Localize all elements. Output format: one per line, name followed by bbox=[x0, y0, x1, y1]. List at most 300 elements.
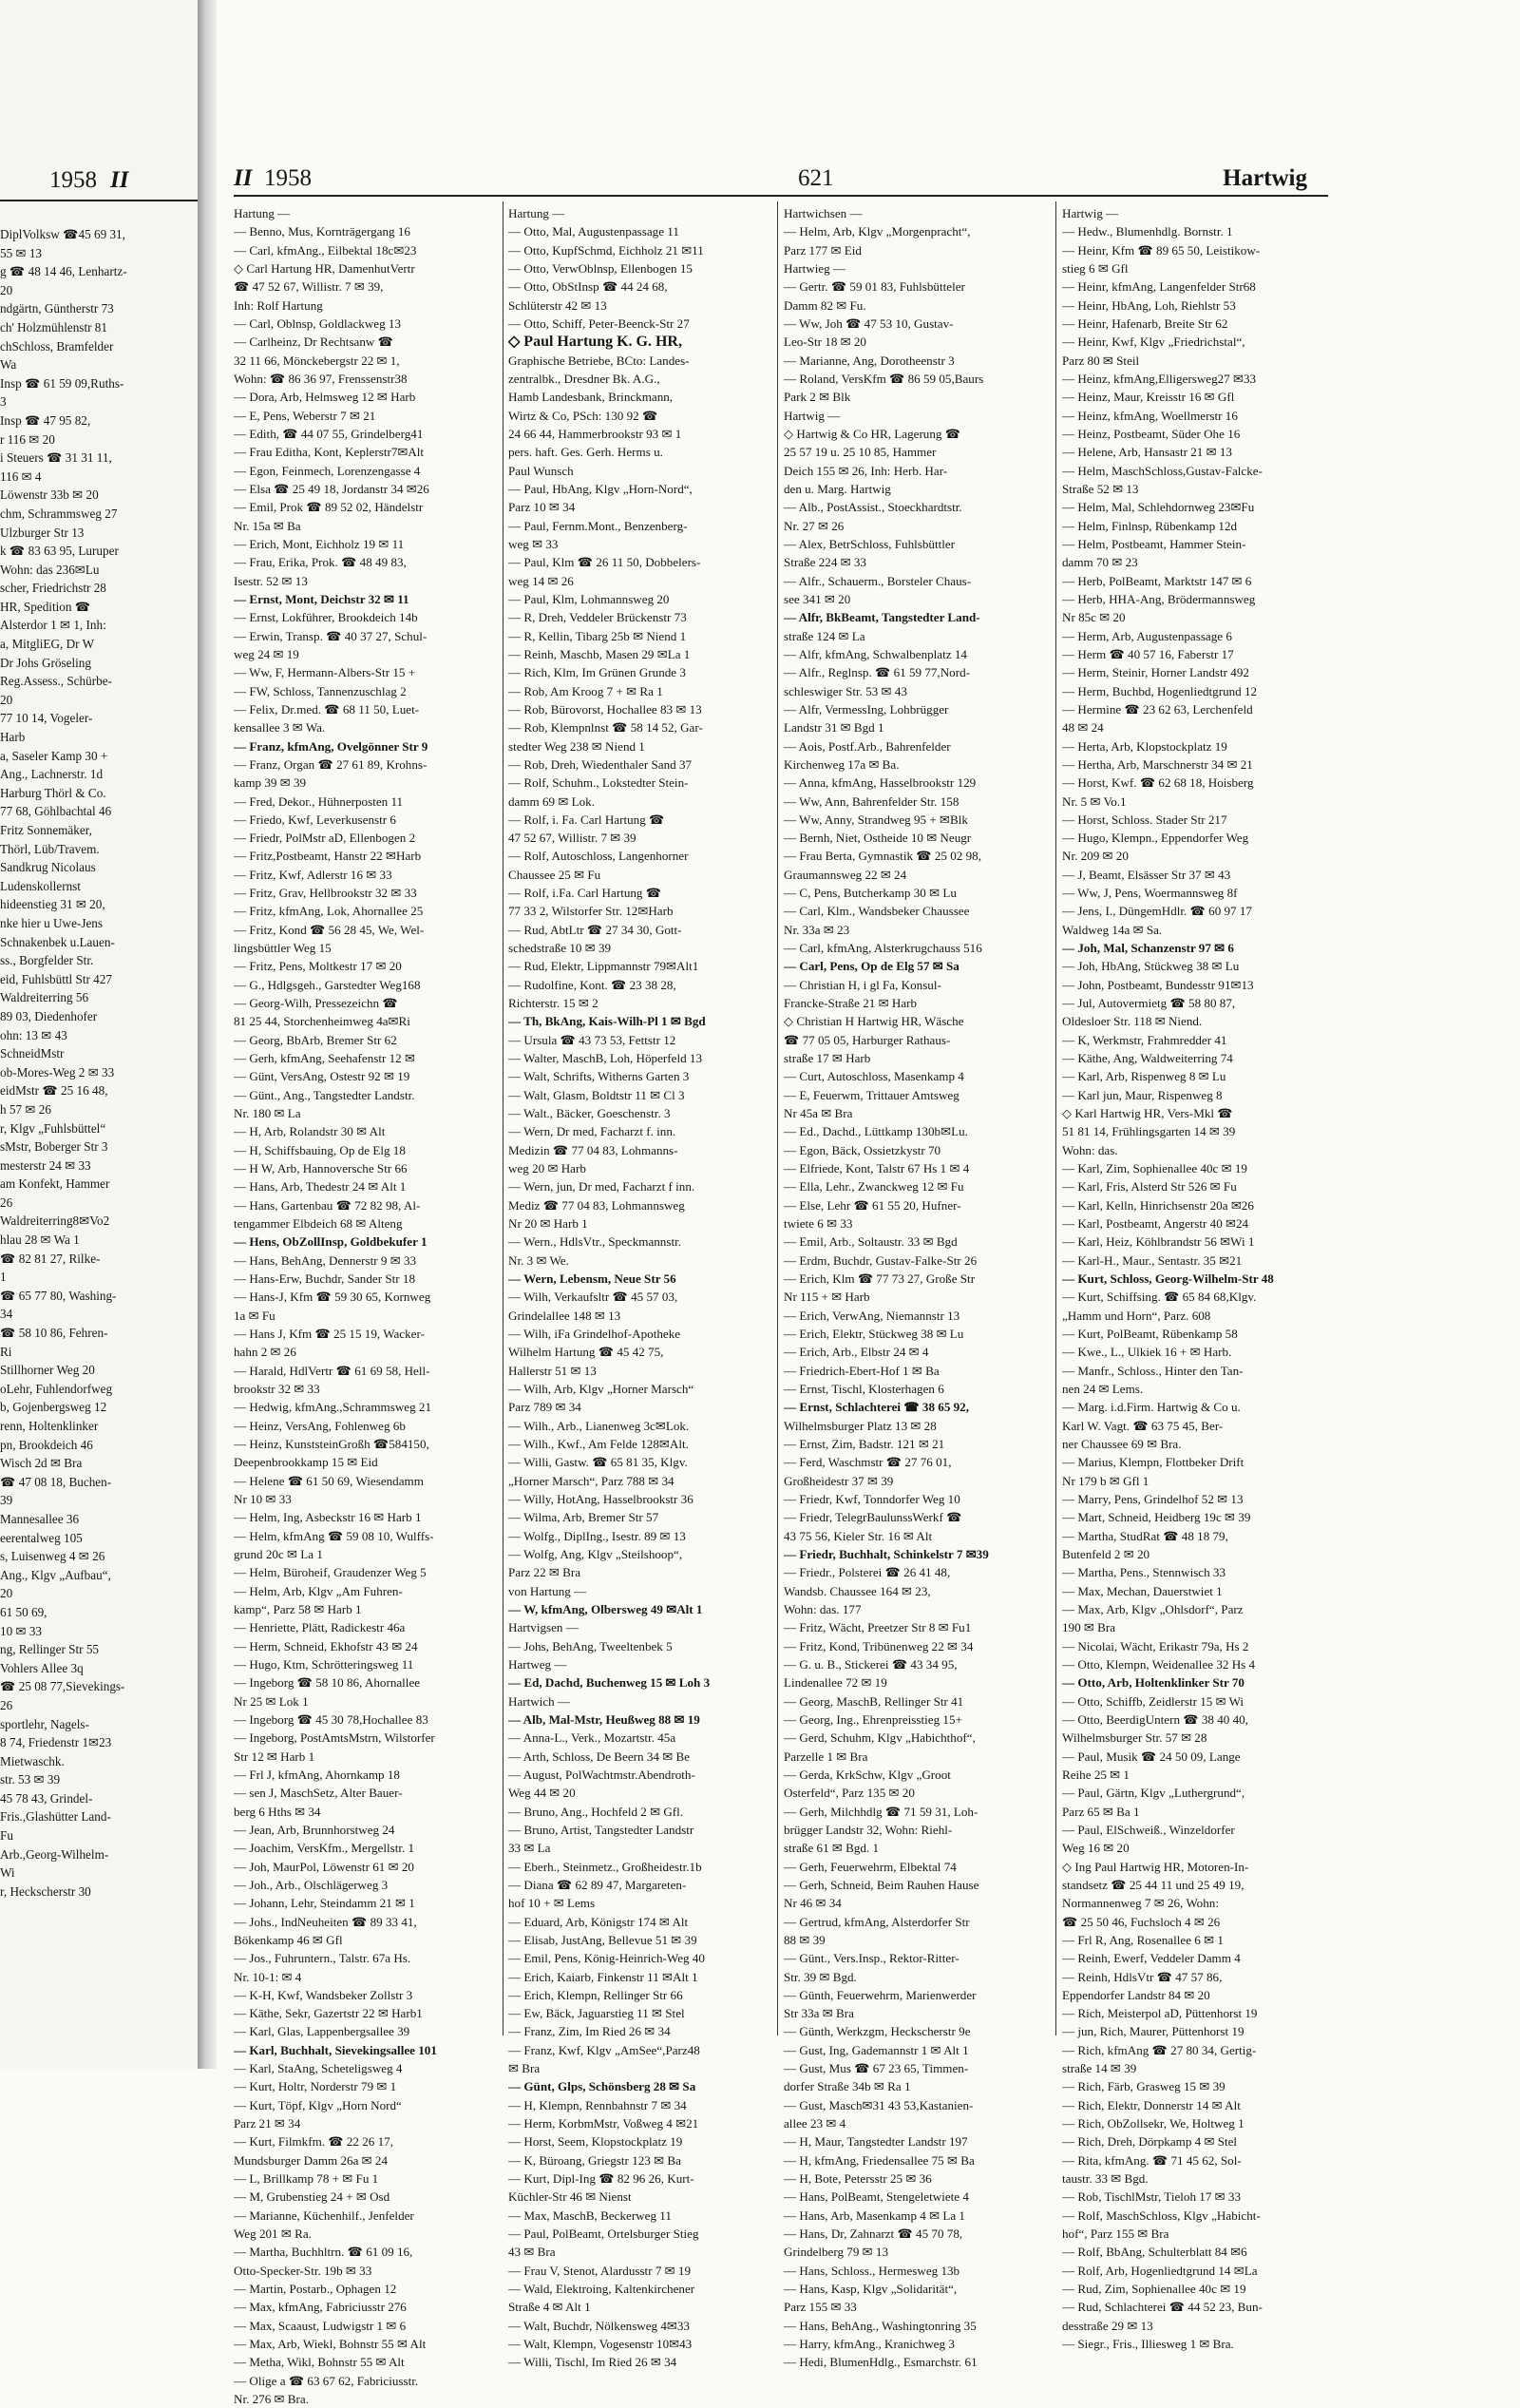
entry-line: — Günt., Ang., Tangstedter Landstr. bbox=[234, 1087, 415, 1102]
entry-line: Nr 25 ✉ Lok 1 bbox=[234, 1693, 309, 1709]
entry-line: — Rolf, Arb, Hogenliedtgrund 14 ✉La bbox=[1062, 2263, 1258, 2278]
left-page-line: 1 bbox=[0, 1270, 7, 1285]
entry-line: — Heinz, Maur, Kreisstr 16 ✉ Gfl bbox=[1062, 390, 1235, 405]
left-page-line: Fris.,Glashütter Land- bbox=[0, 1809, 111, 1825]
entry-line: — Otto, VerwOblnsp, Ellenbogen 15 bbox=[508, 260, 693, 276]
entry-line: — Wilh, Verkaufsltr ☎ 45 57 03, bbox=[508, 1290, 678, 1305]
entry-line: — Rud, Schlachterei ☎ 44 52 23, Bun- bbox=[1062, 2300, 1263, 2315]
entry-line: Nr. 209 ✉ 20 bbox=[1062, 849, 1129, 864]
entry-line: Nr. 3 ✉ We. bbox=[508, 1252, 569, 1268]
entry-line: — Elisab, JustAng, Bellevue 51 ✉ 39 bbox=[508, 1932, 697, 1947]
left-page-line: Dr Johs Gröseling bbox=[0, 655, 91, 670]
entry-line: Otto-Specker-Str. 19b ✉ 33 bbox=[234, 2263, 372, 2278]
entry-line: — Ingeborg ☎ 58 10 86, Ahornallee bbox=[234, 1675, 421, 1691]
entry-line: — Rudolfine, Kont. ☎ 23 38 28, bbox=[508, 977, 676, 992]
entry-line: — Ernst, Tischl, Klosterhagen 6 bbox=[784, 1382, 944, 1396]
left-page-line: Waldreiterring8✉Vo2 bbox=[0, 1214, 110, 1229]
entry-line: — Joachim, VersKfm., Mergellstr. 1 bbox=[234, 1841, 415, 1856]
entry-line: Nr. 10-1: ✉ 4 bbox=[234, 1969, 302, 1984]
left-page-line: Ang., Klgv „Aufbau“, bbox=[0, 1567, 111, 1582]
entry-line: — Hermine ☎ 23 62 63, Lerchenfeld bbox=[1062, 701, 1253, 717]
entry-line: — Joh, HbAng, Stückweg 38 ✉ Lu bbox=[1062, 959, 1240, 974]
entry-line: — Martha, Buchhltrn. ☎ 61 09 16, bbox=[234, 2245, 413, 2260]
left-page bbox=[0, 0, 198, 2069]
entry-line: grund 20c ✉ La 1 bbox=[234, 1546, 323, 1561]
entry-line: tengammer Elbdeich 68 ✉ Alteng bbox=[234, 1216, 403, 1232]
left-page-line: ☎ 47 08 18, Buchen- bbox=[0, 1474, 112, 1489]
entry-line: Weg 44 ✉ 20 bbox=[508, 1786, 576, 1801]
firm-entry: ◇ Carl Hartung HR, DamenhutVertr bbox=[234, 260, 415, 276]
entry-line: — Rob, TischlMstr, Tieloh 17 ✉ 33 bbox=[1062, 2189, 1241, 2205]
column-divider bbox=[1055, 201, 1056, 2035]
entry-line: schedstraße 10 ✉ 39 bbox=[508, 941, 612, 956]
entry-line: Wandsb. Chaussee 164 ✉ 23, bbox=[784, 1583, 931, 1598]
entry-line: — Friedrich-Ebert-Hof 1 ✉ Ba bbox=[784, 1363, 940, 1378]
left-page-line: ☎ 65 77 80, Washing- bbox=[0, 1288, 117, 1303]
directory-column-3 bbox=[784, 204, 1048, 2372]
entry-line: — Ww, F, Hermann-Albers-Str 15 + bbox=[234, 665, 416, 680]
entry-line: — Frau Editha, Kont, Keplerstr7✉Alt bbox=[234, 445, 425, 460]
entry-line: Straße 52 ✉ 13 bbox=[1062, 481, 1139, 496]
entry-line: allee 23 ✉ 4 bbox=[784, 2116, 846, 2131]
entry-line: — Jul, Autovermietg ☎ 58 80 87, bbox=[1062, 996, 1236, 1011]
entry-line: Weg 201 ✉ Ra. bbox=[234, 2226, 312, 2242]
entry-line: Nr. 33a ✉ 23 bbox=[784, 922, 850, 937]
entry-line: brookstr 32 ✉ 33 bbox=[234, 1382, 320, 1396]
entry-line: — Christian H, i gl Fa, Konsul- bbox=[784, 977, 941, 992]
entry-line: — Herm, Buchbd, Hogenliedtgrund 12 bbox=[1062, 683, 1258, 698]
entry-line: Inh: Rolf Hartung bbox=[234, 297, 323, 313]
entry-line: — Rich, kfmAng ☎ 27 80 34, Gertig- bbox=[1062, 2042, 1257, 2057]
entry-line: — Elsa ☎ 25 49 18, Jordanstr 34 ✉26 bbox=[234, 481, 429, 496]
entry-line: — Marry, Pens, Grindelhof 52 ✉ 13 bbox=[1062, 1491, 1244, 1506]
entry-line: — Heinr, HbAng, Loh, Riehlstr 53 bbox=[1062, 297, 1236, 313]
entry-line: — Rolf, i. Fa. Carl Hartung ☎ bbox=[508, 812, 665, 827]
left-page-line: 89 03, Diedenhofer bbox=[0, 1008, 98, 1023]
entry-line: Straße 224 ✉ 33 bbox=[784, 555, 866, 570]
entry-line: — Wilh., Kwf., Am Felde 128✉Alt. bbox=[508, 1436, 689, 1451]
left-page-line: Waldreiterring 56 bbox=[0, 990, 89, 1005]
entry-line: — Joh, MaurPol, Löwenstr 61 ✉ 20 bbox=[234, 1859, 414, 1874]
entry-line: — Walt, Glasm, Boldtstr 11 ✉ Cl 3 bbox=[508, 1087, 685, 1102]
left-page-line: Schnakenbek u.Lauen- bbox=[0, 934, 115, 949]
entry-line: — Georg, Ing., Ehrenpreisstieg 15+ bbox=[784, 1711, 962, 1727]
entry-line: Wilhelmsburger Platz 13 ✉ 28 bbox=[784, 1418, 937, 1433]
entry-line: — Hans, Gartenbau ☎ 72 82 98, Al- bbox=[234, 1197, 421, 1213]
entry-line: — Rud, AbtLtr ☎ 27 34 30, Gott- bbox=[508, 922, 682, 937]
surname-heading: Hartwichsen — bbox=[784, 206, 863, 220]
entry-line: Bökenkamp 46 ✉ Gfl bbox=[234, 1932, 343, 1947]
entry-line: Mundsburger Damm 26a ✉ 24 bbox=[234, 2152, 389, 2168]
entry-line: — Ww, Ann, Bahrenfelder Str. 158 bbox=[784, 793, 960, 809]
firm-entry: ◇ Ing Paul Hartwig HR, Motoren-In- bbox=[1062, 1859, 1249, 1874]
header-year: 1958 bbox=[264, 165, 312, 191]
entry-line: — Erich, Arb., Elbstr 24 ✉ 4 bbox=[784, 1345, 929, 1360]
entry-line: — Alfr., Reglnsp. ☎ 61 59 77,Nord- bbox=[784, 665, 970, 680]
entry-line: — Fritz, kfmAng, Lok, Ahornallee 25 bbox=[234, 904, 424, 919]
entry-line: „Horner Marsch“, Parz 788 ✉ 34 bbox=[508, 1473, 674, 1488]
entry-line: — Günth, Feuerwehrm, Marienwerder bbox=[784, 1987, 977, 2002]
entry-line: Paul Wunsch bbox=[508, 463, 574, 478]
entry-line: — Else, Lehr ☎ 61 55 20, Hufner- bbox=[784, 1197, 961, 1213]
left-page-line: 8 74, Friedenstr 1✉23 bbox=[0, 1735, 112, 1750]
entry-line: — Frl R, Ang, Rosenallee 6 ✉ 1 bbox=[1062, 1932, 1224, 1947]
left-page-line: Thörl, Lüb/Travem. bbox=[0, 841, 100, 856]
entry-line: — Rolf, Autoschloss, Langenhorner bbox=[508, 849, 689, 864]
left-page-line: 39 bbox=[0, 1493, 13, 1508]
entry-line: — Gust, Ing, Gademannstr 1 ✉ Alt 1 bbox=[784, 2042, 969, 2057]
entry-line: zentralbk., Dresdner Bk. A.G., bbox=[508, 371, 660, 386]
entry-line: Kirchenweg 17a ✉ Ba. bbox=[784, 756, 900, 772]
entry-line: — Käthe, Ang, Waldweiterring 74 bbox=[1062, 1051, 1233, 1066]
entry-line: Nr 10 ✉ 33 bbox=[234, 1491, 292, 1506]
entry-line: Richterstr. 15 ✉ 2 bbox=[508, 996, 598, 1011]
entry-line: — John, Postbeamt, Bundesstr 91✉13 bbox=[1062, 977, 1254, 992]
entry-line: — Rolf, Schuhm., Lokstedter Stein- bbox=[508, 775, 689, 791]
entry-line: — H W, Arb, Hannoversche Str 66 bbox=[234, 1161, 408, 1176]
entry-line: — R, Dreh, Veddeler Brückenstr 73 bbox=[508, 610, 687, 625]
entry-line: Lindenallee 72 ✉ 19 bbox=[784, 1675, 887, 1691]
left-page-line: Fu bbox=[0, 1828, 13, 1844]
entry-line: straße 61 ✉ Bgd. 1 bbox=[784, 1841, 880, 1856]
column-divider bbox=[503, 201, 504, 2035]
entry-line: Nr. 27 ✉ 26 bbox=[784, 518, 845, 533]
entry-line: — Reinh, Ewerf, Veddeler Damm 4 bbox=[1062, 1951, 1241, 1966]
entry-line: — Hans J, Kfm ☎ 25 15 19, Wacker- bbox=[234, 1327, 425, 1342]
entry-line: hof 10 + ✉ Lems bbox=[508, 1896, 596, 1911]
entry-line: — Heinz, kfmAng,Elligersweg27 ✉33 bbox=[1062, 371, 1257, 386]
entry-line: Weg 16 ✉ 20 bbox=[1062, 1841, 1130, 1856]
entry-line: ☎ 25 50 46, Fuchsloch 4 ✉ 26 bbox=[1062, 1914, 1221, 1929]
entry-line: — Paul, Gärtn, Klgv „Luthergrund“, bbox=[1062, 1786, 1245, 1801]
entry-line: — Willi, Gastw. ☎ 65 81 35, Klgv. bbox=[508, 1455, 688, 1470]
entry-line: Großheidestr 37 ✉ 39 bbox=[784, 1473, 894, 1488]
entry-line: — J, Beamt, Elsässer Str 37 ✉ 43 bbox=[1062, 867, 1231, 882]
entry-line: — Helm, Arb, Klgv „Am Fuhren- bbox=[234, 1583, 403, 1598]
entry-line: — Paul, Klm ☎ 26 11 50, Dobbelers- bbox=[508, 555, 701, 570]
entry-line: — Alfr, VermessIng, Lohbrügger bbox=[784, 701, 949, 717]
entry-line: — Ella, Lehr., Zwanckweg 12 ✉ Fu bbox=[784, 1179, 964, 1194]
entry-line: Damm 82 ✉ Fu. bbox=[784, 297, 866, 313]
left-page-line: mesterstr 24 ✉ 33 bbox=[0, 1157, 91, 1173]
entry-line: — Kurt, Dipl-Ing ☎ 82 96 26, Kurt- bbox=[508, 2171, 694, 2187]
entry-line: — W, kfmAng, Olbersweg 49 ✉Alt 1 bbox=[508, 1601, 703, 1616]
firm-entry: ◇ Karl Hartwig HR, Vers-Mkl ☎ bbox=[1062, 1106, 1233, 1121]
entry-line: 43 ✉ Bra bbox=[508, 2245, 556, 2260]
entry-line: — Wolfg., DiplIng., Isestr. 89 ✉ 13 bbox=[508, 1528, 686, 1543]
entry-line: — Käthe, Sekr, Gazertstr 22 ✉ Harb1 bbox=[234, 2006, 423, 2021]
left-page-column bbox=[0, 225, 196, 1901]
surname-heading: Hartung — bbox=[234, 206, 291, 220]
entry-line: — Walt, Klempn, Vogesenstr 10✉43 bbox=[508, 2337, 693, 2352]
entry-line: — Helm, Arb, Klgv „Morgenpracht“, bbox=[784, 224, 971, 239]
left-page-line: str. 53 ✉ 39 bbox=[0, 1772, 61, 1787]
entry-line: — Rolf, i.Fa. Carl Hartung ☎ bbox=[508, 886, 662, 901]
entry-line: — Georg, BbArb, Bremer Str 62 bbox=[234, 1032, 397, 1047]
entry-line: — Günth, Werkzgm, Heckscherstr 9e bbox=[784, 2024, 971, 2039]
entry-line: — Ernst, Lokführer, Brookdeich 14b bbox=[234, 610, 418, 625]
left-page-line: Ludenskollernst bbox=[0, 878, 81, 893]
entry-line: Wohn: das. bbox=[1062, 1142, 1118, 1157]
entry-line: straße 14 ✉ 39 bbox=[1062, 2061, 1137, 2076]
entry-line: Wohn: ☎ 86 36 97, Frenssenstr38 bbox=[234, 371, 408, 386]
left-page-line: s, Luisenweg 4 ✉ 26 bbox=[0, 1549, 105, 1564]
left-page-line: scher, Friedrichstr 28 bbox=[0, 581, 106, 596]
entry-line: — Kurt, Töpf, Klgv „Horn Nord“ bbox=[234, 2097, 402, 2112]
left-page-line: Ri bbox=[0, 1344, 12, 1359]
entry-line: 43 75 56, Kieler Str. 16 ✉ Alt bbox=[784, 1528, 933, 1543]
entry-line: — Hans-J, Kfm ☎ 59 30 65, Kornweg bbox=[234, 1290, 431, 1305]
entry-line: — Hugo, Ktm, Schrötteringsweg 11 bbox=[234, 1656, 414, 1672]
entry-line: — Johs, BehAng, Tweeltenbek 5 bbox=[508, 1638, 673, 1653]
entry-line: — Wilma, Arb, Bremer Str 57 bbox=[508, 1510, 659, 1525]
entry-line: — Karl, Arb, Rispenweg 8 ✉ Lu bbox=[1062, 1069, 1226, 1084]
left-page-line: 34 bbox=[0, 1307, 13, 1322]
entry-line: — Fritz, Kond, Tribünenweg 22 ✉ 34 bbox=[784, 1638, 974, 1653]
left-page-line: Reg.Assess., Schürbe- bbox=[0, 674, 112, 689]
entry-line: Nr 179 b ✉ Gfl 1 bbox=[1062, 1473, 1150, 1488]
entry-line: Chaussee 25 ✉ Fu bbox=[508, 867, 601, 882]
entry-line: — Helene ☎ 61 50 69, Wiesendamm bbox=[234, 1473, 424, 1488]
entry-line: — Metha, Wikl, Bohnstr 55 ✉ Alt bbox=[234, 2355, 405, 2370]
entry-line: — Diana ☎ 62 89 47, Margareten- bbox=[508, 1877, 687, 1892]
entry-line: Str 33a ✉ Bra bbox=[784, 2006, 854, 2021]
entry-line: — Heinr, Hafenarb, Breite Str 62 bbox=[1062, 315, 1228, 331]
left-page-line: Sandkrug Nicolaus bbox=[0, 860, 96, 875]
entry-line: weg ✉ 33 bbox=[508, 536, 559, 551]
entry-line: — Erwin, Transp. ☎ 40 37 27, Schul- bbox=[234, 628, 428, 643]
entry-line: Isestr. 52 ✉ 13 bbox=[234, 573, 308, 588]
entry-line: — Horst, Kwf. ☎ 62 68 18, Hoisberg bbox=[1062, 775, 1254, 791]
left-page-line: 45 78 43, Grindel- bbox=[0, 1790, 93, 1806]
entry-line: — Kwe., L., Ulkiek 16 + ✉ Harb. bbox=[1062, 1345, 1232, 1360]
entry-line: — Erich, Kaiarb, Finkenstr 11 ✉Alt 1 bbox=[508, 1969, 698, 1984]
entry-line: Deich 155 ✉ 26, Inh: Herb. Har- bbox=[784, 463, 948, 478]
entry-line: — Walter, MaschB, Loh, Höperfeld 13 bbox=[508, 1051, 702, 1066]
entry-line: — Gerh, kfmAng, Seehafenstr 12 ✉ bbox=[234, 1051, 415, 1066]
left-page-year: 1958 bbox=[49, 167, 97, 193]
left-page-line: r 116 ✉ 20 bbox=[0, 431, 55, 447]
entry-line: — Franz, kfmAng, Ovelgönner Str 9 bbox=[234, 738, 428, 754]
entry-line: — Walt., Bäcker, Goeschenstr. 3 bbox=[508, 1106, 671, 1121]
entry-line: — Paul, Fernm.Mont., Benzenberg- bbox=[508, 518, 688, 533]
left-page-line: Alsterdor 1 ✉ 1, Inh: bbox=[0, 618, 106, 633]
left-page-line: Fritz Sonnemäker, bbox=[0, 823, 92, 837]
left-page-line: r, Klgv „Fuhlsbüttel“ bbox=[0, 1120, 106, 1136]
entry-line: — Edith, ☎ 44 07 55, Grindelberg41 bbox=[234, 426, 424, 441]
entry-line: Schlüterstr 42 ✉ 13 bbox=[508, 297, 607, 313]
entry-line: — Benno, Mus, Kornträgergang 16 bbox=[234, 224, 410, 239]
left-page-line: Wa bbox=[0, 357, 17, 373]
entry-line: — Günt, Glps, Schönsberg 28 ✉ Sa bbox=[508, 2079, 696, 2094]
entry-line: den u. Marg. Hartwig bbox=[784, 481, 891, 496]
left-page-line: DiplVolksw ☎45 69 31, bbox=[0, 227, 125, 241]
book-gutter bbox=[198, 0, 217, 2069]
entry-line: — H, Schiffsbauing, Op de Elg 18 bbox=[234, 1142, 406, 1157]
entry-line: — Otto, Schiff, Peter-Beenck-Str 27 bbox=[508, 315, 690, 331]
directory-column-2 bbox=[508, 204, 772, 2372]
entry-line: — Max, kfmAng, Fabriciusstr 276 bbox=[234, 2300, 407, 2315]
entry-line: Parz 155 ✉ 33 bbox=[784, 2300, 857, 2315]
entry-line: — Jos., Fuhruntern., Talstr. 67a Hs. bbox=[234, 1951, 411, 1966]
firm-entry: ◇ Christian H Hartwig HR, Wäsche bbox=[784, 1014, 964, 1029]
header-section: II bbox=[234, 165, 253, 191]
entry-line: Francke-Straße 21 ✉ Harb bbox=[784, 996, 918, 1011]
entry-line: — Carl, Pens, Op de Elg 57 ✉ Sa bbox=[784, 959, 960, 974]
entry-line: 48 ✉ 24 bbox=[1062, 720, 1104, 736]
entry-line: — Friedo, Kwf, Leverkusenstr 6 bbox=[234, 812, 396, 827]
entry-line: — Helm, Postbeamt, Hammer Stein- bbox=[1062, 536, 1246, 551]
entry-line: Nr. 5 ✉ Vo.1 bbox=[1062, 793, 1127, 809]
entry-line: — Gerh, Schneid, Beim Rauhen Hause bbox=[784, 1877, 979, 1892]
left-page-line: Insp ☎ 47 95 82, bbox=[0, 412, 91, 428]
entry-line: — Max, Arb, Wiekl, Bohnstr 55 ✉ Alt bbox=[234, 2337, 427, 2352]
entry-line: — Gerda, KrkSchw, Klgv „Groot bbox=[784, 1767, 951, 1782]
left-page-line: ndgärtn, Güntherstr 73 bbox=[0, 301, 114, 316]
entry-line: damm 70 ✉ 23 bbox=[1062, 555, 1138, 570]
entry-line: — E, Feuerwm, Trittauer Amtsweg bbox=[784, 1087, 960, 1102]
entry-line: — Walt, Buchdr, Nölkensweg 4✉33 bbox=[508, 2318, 690, 2333]
entry-line: — Hans-Erw, Buchdr, Sander Str 18 bbox=[234, 1271, 415, 1287]
entry-line: — Th, BkAng, Kais-Wilh-Pl 1 ✉ Bgd bbox=[508, 1014, 706, 1029]
entry-line: — Ww, J, Pens, Woermannsweg 8f bbox=[1062, 886, 1238, 901]
entry-line: — Rich, Klm, Im Grünen Grunde 3 bbox=[508, 665, 686, 680]
entry-line: Hallerstr 51 ✉ 13 bbox=[508, 1363, 597, 1378]
entry-line: — Herm ☎ 40 57 16, Faberstr 17 bbox=[1062, 646, 1234, 661]
entry-line: — Heinz, Postbeamt, Süder Ohe 16 bbox=[1062, 426, 1241, 441]
entry-line: — Wilh., Arb., Lianenweg 3c✉Lok. bbox=[508, 1418, 690, 1433]
entry-line: — FW, Schloss, Tannenzuschlag 2 bbox=[234, 683, 407, 698]
entry-line: Str. 39 ✉ Bgd. bbox=[784, 1969, 857, 1984]
entry-line: — Heinr, Kwf, Klgv „Friedrichstal“, bbox=[1062, 334, 1245, 350]
entry-line: — Gust, Mus ☎ 67 23 65, Timmen- bbox=[784, 2061, 969, 2076]
surname-heading: Hartwig — bbox=[784, 408, 841, 423]
left-page-line: oLehr, Fuhlendorfweg bbox=[0, 1381, 113, 1396]
entry-line: Nr 20 ✉ Harb 1 bbox=[508, 1216, 588, 1232]
entry-line: — Curt, Autoschloss, Masenkamp 4 bbox=[784, 1069, 964, 1084]
entry-line: Wilhelmsburger Str. 57 ✉ 28 bbox=[1062, 1730, 1207, 1746]
entry-line: — Martha, Pens., Stennwisch 33 bbox=[1062, 1565, 1226, 1580]
entry-line: — Emil, Pens, König-Heinrich-Weg 40 bbox=[508, 1951, 705, 1966]
entry-line: schleswiger Str. 53 ✉ 43 bbox=[784, 683, 907, 698]
left-page-line: Harburg Thörl & Co. bbox=[0, 785, 106, 800]
entry-line: dorfer Straße 34b ✉ Ra 1 bbox=[784, 2079, 911, 2094]
entry-line: — Alex, BetrSchloss, Fuhlsbüttler bbox=[784, 536, 956, 551]
entry-line: — Harald, HdlVertr ☎ 61 69 58, Hell- bbox=[234, 1363, 430, 1378]
entry-line: — Kurt, Schloss, Georg-Wilhelm-Str 48 bbox=[1062, 1271, 1274, 1287]
entry-line: — Gerh, Feuerwehrm, Elbektal 74 bbox=[784, 1859, 957, 1874]
entry-line: — Wilh, iFa Grindelhof-Apotheke bbox=[508, 1327, 681, 1342]
left-page-line: Harb bbox=[0, 730, 26, 745]
entry-line: — Carl, Oblnsp, Goldlackweg 13 bbox=[234, 315, 402, 331]
entry-line: — Fritz, Kwf, Adlerstr 16 ✉ 33 bbox=[234, 867, 392, 882]
entry-line: — K, Büroang, Griegstr 123 ✉ Ba bbox=[508, 2152, 681, 2168]
entry-line: — Helene, Arb, Hansastr 21 ✉ 13 bbox=[1062, 445, 1232, 460]
entry-line: — Wern, jun, Dr med, Facharzt f inn. bbox=[508, 1179, 695, 1194]
left-page-line: HR, Spedition ☎ bbox=[0, 599, 91, 614]
entry-line: — Alfr., Schauerm., Borsteler Chaus- bbox=[784, 573, 972, 588]
left-page-line: 20 bbox=[0, 1586, 13, 1601]
entry-line: — Erich, Klm ☎ 77 73 27, Große Str bbox=[784, 1271, 976, 1287]
entry-line: — Ernst, Zim, Badstr. 121 ✉ 21 bbox=[784, 1436, 945, 1451]
entry-line: 24 66 44, Hammerbrookstr 93 ✉ 1 bbox=[508, 426, 682, 441]
entry-line: — Ingeborg, PostAmtsMstrn, Wilstorfer bbox=[234, 1730, 435, 1746]
entry-line: — Roland, VersKfm ☎ 86 59 05,Baurs bbox=[784, 371, 984, 386]
entry-line: — Karl, Glas, Lappenbergsallee 39 bbox=[234, 2024, 410, 2039]
entry-line: — Henriette, Plätt, Radickestr 46a bbox=[234, 1620, 406, 1635]
entry-line: — Friedr, Kwf, Tonndorfer Weg 10 bbox=[784, 1491, 960, 1506]
entry-line: — H, Bote, Petersstr 25 ✉ 36 bbox=[784, 2171, 932, 2187]
left-page-line: eidMstr ☎ 25 16 48, bbox=[0, 1083, 108, 1099]
entry-line: — Karl jun, Maur, Rispenweg 8 bbox=[1062, 1087, 1223, 1102]
entry-line: — Olige a ☎ 63 67 62, Fabriciusstr. bbox=[234, 2373, 419, 2388]
entry-line: — Rich, Elektr, Donnerstr 14 ✉ Alt bbox=[1062, 2097, 1241, 2112]
entry-line: kensallee 3 ✉ Wa. bbox=[234, 720, 326, 736]
entry-line: — Wern, Lebensm, Neue Str 56 bbox=[508, 1271, 676, 1287]
entry-line: — C, Pens, Butcherkamp 30 ✉ Lu bbox=[784, 886, 957, 901]
entry-line: 32 11 66, Mönckebergstr 22 ✉ 1, bbox=[234, 353, 400, 368]
left-page-line: Wi bbox=[0, 1865, 15, 1881]
entry-line: — Fred, Dekor., Hühnerposten 11 bbox=[234, 793, 404, 809]
entry-line: — Ernst, Mont, Deichstr 32 ✉ 11 bbox=[234, 591, 409, 606]
entry-line: 88 ✉ 39 bbox=[784, 1932, 826, 1947]
left-page-line: ss., Borgfelder Str. bbox=[0, 953, 94, 968]
entry-line: Str 12 ✉ Harb 1 bbox=[234, 1749, 315, 1764]
entry-line: ✉ Bra bbox=[508, 2061, 541, 2076]
entry-line: Nr 115 + ✉ Harb bbox=[784, 1290, 870, 1305]
left-page-line: b, Gojenbergsweg 12 bbox=[0, 1400, 107, 1415]
entry-line: — Rob, Am Kroog 7 + ✉ Ra 1 bbox=[508, 683, 663, 698]
entry-line: — Paul, ElSchweiß., Winzeldorfer bbox=[1062, 1822, 1235, 1837]
entry-line: — Paul, Klm, Lohmannsweg 20 bbox=[508, 591, 670, 606]
firm-entry: ◇ Paul Hartung K. G. HR, bbox=[508, 334, 682, 351]
entry-line: ☎ 47 52 67, Willistr. 7 ✉ 39, bbox=[234, 279, 384, 295]
entry-line: Graphische Betriebe, BCto: Landes- bbox=[508, 353, 690, 368]
entry-line: — Hans, Arb, Masenkamp 4 ✉ La 1 bbox=[784, 2207, 965, 2223]
entry-line: — Hans, Dr, Zahnarzt ☎ 45 70 78, bbox=[784, 2226, 963, 2242]
entry-line: — Hans, BehAng, Dennerstr 9 ✉ 33 bbox=[234, 1252, 417, 1268]
entry-line: Normannenweg 7 ✉ 26, Wohn: bbox=[1062, 1896, 1219, 1911]
surname-heading: Hartwig — bbox=[1062, 206, 1119, 220]
entry-line: — Hens, ObZollInsp, Goldbekufer 1 bbox=[234, 1234, 428, 1250]
left-page-line: Ang., Lachnerstr. 1d bbox=[0, 767, 104, 782]
left-page-line: Wohn: das 236✉Lu bbox=[0, 562, 100, 577]
entry-line: Reihe 25 ✉ 1 bbox=[1062, 1767, 1130, 1782]
entry-line: — Herb, HHA-Ang, Brödermannsweg bbox=[1062, 591, 1256, 606]
entry-line: — Carl, Klm., Wandsbeker Chaussee bbox=[784, 904, 970, 919]
left-page-line: eid, Fuhlsbüttl Str 427 bbox=[0, 971, 112, 986]
entry-line: — Karl, Fris, Alsterd Str 526 ✉ Fu bbox=[1062, 1179, 1237, 1194]
entry-line: — Hans, PolBeamt, Stengeletwiete 4 bbox=[784, 2189, 969, 2205]
entry-line: — Marianne, Küchenhilf., Jenfelder bbox=[234, 2207, 414, 2223]
entry-line: — Hans, Kasp, Klgv „Solidarität“, bbox=[784, 2282, 958, 2297]
entry-line: — Erich, Elektr, Stückweg 38 ✉ Lu bbox=[784, 1327, 964, 1342]
entry-line: weg 14 ✉ 26 bbox=[508, 573, 574, 588]
left-page-line: Vohlers Allee 3q bbox=[0, 1660, 84, 1675]
entry-line: — Fritz, Kond ☎ 56 28 45, We, Wel- bbox=[234, 922, 425, 937]
entry-line: — Rud, Zim, Sophienallee 40c ✉ 19 bbox=[1062, 2282, 1246, 2297]
entry-line: Waldweg 14a ✉ Sa. bbox=[1062, 922, 1163, 937]
entry-line: Nr 45a ✉ Bra bbox=[784, 1106, 853, 1121]
left-page-line: 10 ✉ 33 bbox=[0, 1623, 43, 1638]
entry-line: — Franz, Kwf, Klgv „AmSee“,Parz48 bbox=[508, 2042, 700, 2057]
entry-line: — August, PolWachtmstr.Abendroth- bbox=[508, 1767, 695, 1782]
entry-line: — R, Kellin, Tibarg 25b ✉ Niend 1 bbox=[508, 628, 687, 643]
entry-line: — Rich, Dreh, Dörpkamp 4 ✉ Stel bbox=[1062, 2134, 1238, 2150]
left-page-line: i Steuers ☎ 31 31 11, bbox=[0, 450, 112, 466]
surname-heading: Hartung — bbox=[508, 206, 565, 220]
entry-line: — Wern., HdlsVtr., Speckmannstr. bbox=[508, 1234, 682, 1250]
